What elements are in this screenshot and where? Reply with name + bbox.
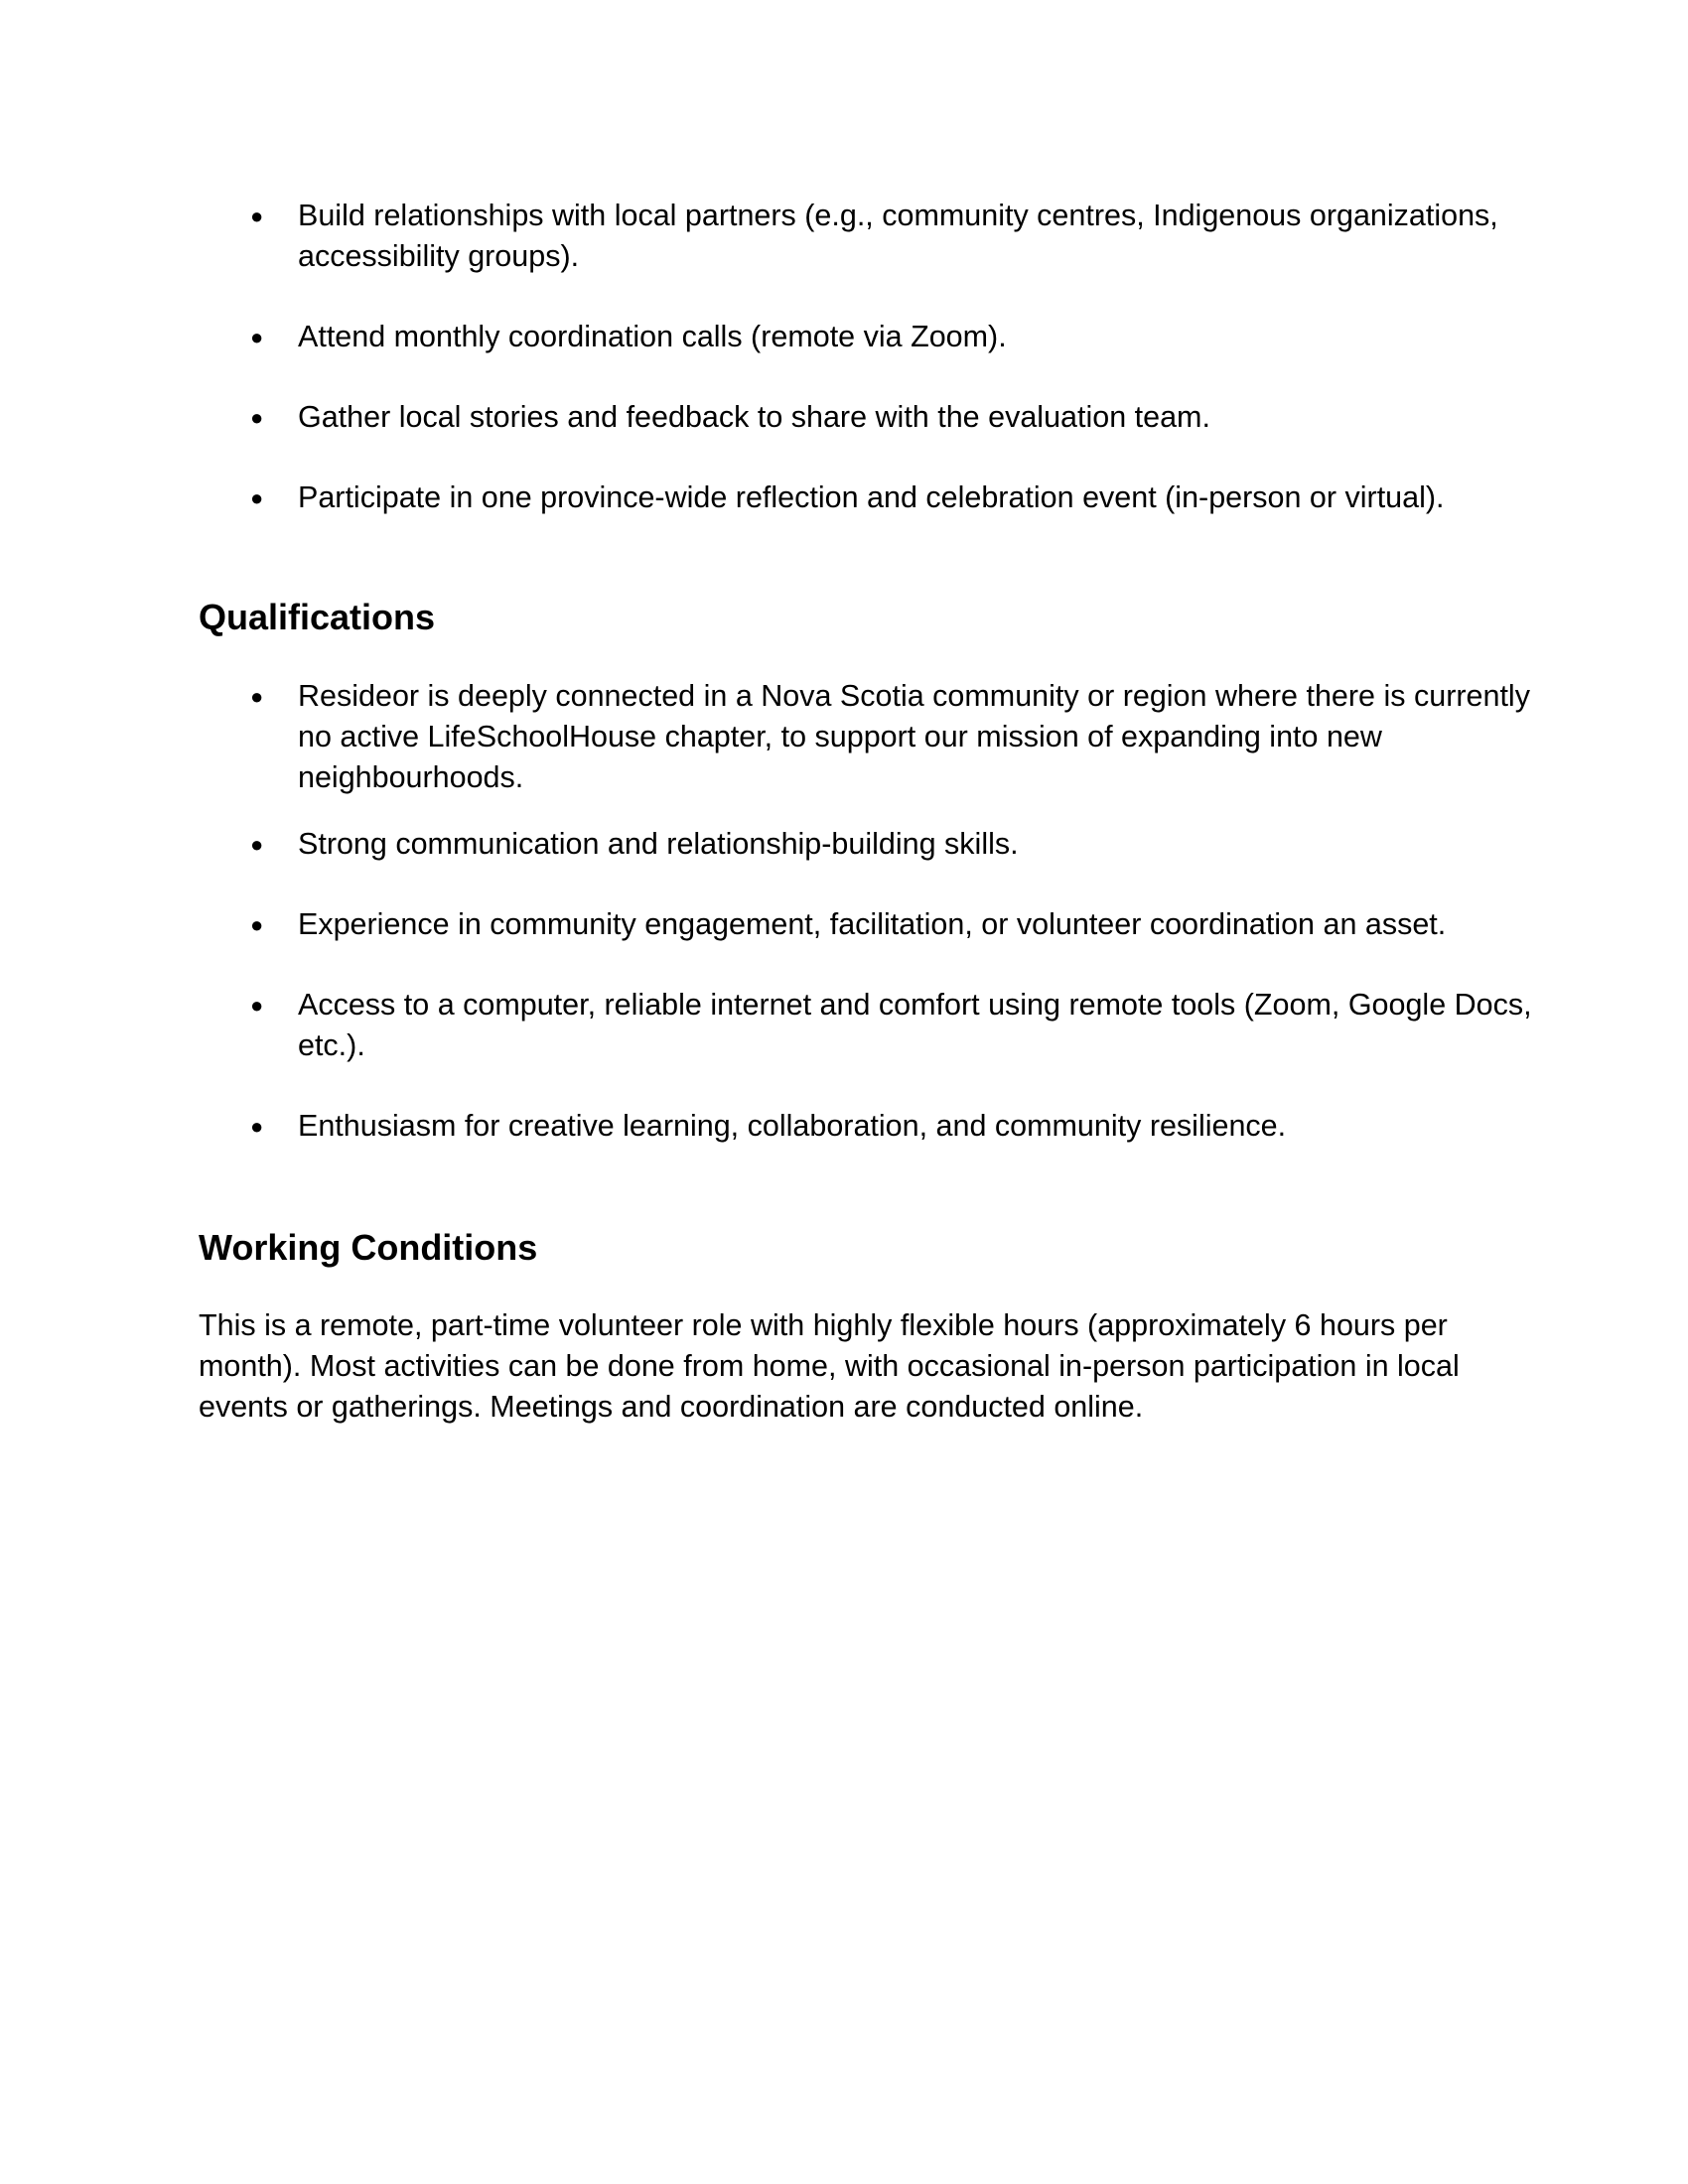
bullet-icon: ● bbox=[250, 993, 264, 1018]
bullet-icon: ● bbox=[250, 405, 264, 430]
list-item bbox=[199, 317, 1569, 357]
list-item bbox=[199, 1106, 1569, 1147]
list-item-text: Resideor is deeply connected in a Nova Scotia community or region where there is currently no active LifeSchoolHouse chapter, to support our mission of expanding into new neighbourhoods. bbox=[298, 679, 1530, 794]
qualifications-list bbox=[199, 676, 1532, 1147]
bullet-icon: ● bbox=[250, 684, 264, 709]
list-item-text: Gather local stories and feedback to share with the evaluation team. bbox=[298, 400, 1210, 434]
working-conditions-paragraph: This is a remote, part-time volunteer role with highly flexible hours (approximately 6 hours per month). Most activities can be done from home, with occasional in-person participation in local events or gatherings. Meetings and coordination are conducted online. bbox=[199, 1308, 1460, 1424]
list-item bbox=[199, 824, 1569, 865]
list-item-text: Attend monthly coordination calls (remote via Zoom). bbox=[298, 320, 1007, 353]
list-item-text: Access to a computer, reliable internet and comfort using remote tools (Zoom, Google Docs, etc.). bbox=[298, 988, 1532, 1062]
bullet-icon: ● bbox=[250, 204, 264, 228]
document-content bbox=[199, 196, 1532, 1428]
qualifications-heading: Qualifications bbox=[199, 597, 436, 637]
list-item bbox=[199, 676, 1569, 798]
bullet-icon: ● bbox=[250, 912, 264, 937]
list-item bbox=[199, 904, 1569, 945]
responsibilities-list bbox=[199, 196, 1498, 518]
list-item-text: Experience in community engagement, facilitation, or volunteer coordination an asset. bbox=[298, 907, 1447, 941]
list-item bbox=[199, 985, 1569, 1066]
bullet-icon: ● bbox=[250, 1114, 264, 1139]
list-item-text: Strong communication and relationship-building skills. bbox=[298, 827, 1019, 861]
list-item bbox=[199, 397, 1569, 438]
bullet-icon: ● bbox=[250, 325, 264, 349]
bullet-icon: ● bbox=[250, 485, 264, 510]
working-conditions-heading: Working Conditions bbox=[199, 1227, 538, 1268]
list-item-text: Enthusiasm for creative learning, collaboration, and community resilience. bbox=[298, 1109, 1287, 1143]
list-item-text: Build relationships with local partners (e.g., community centres, Indigenous organizations, accessibility groups). bbox=[298, 199, 1498, 273]
list-item bbox=[199, 196, 1569, 277]
list-item-text: Participate in one province-wide reflection and celebration event (in-person or virtual). bbox=[298, 480, 1445, 514]
list-item bbox=[199, 478, 1569, 518]
bullet-icon: ● bbox=[250, 832, 264, 857]
